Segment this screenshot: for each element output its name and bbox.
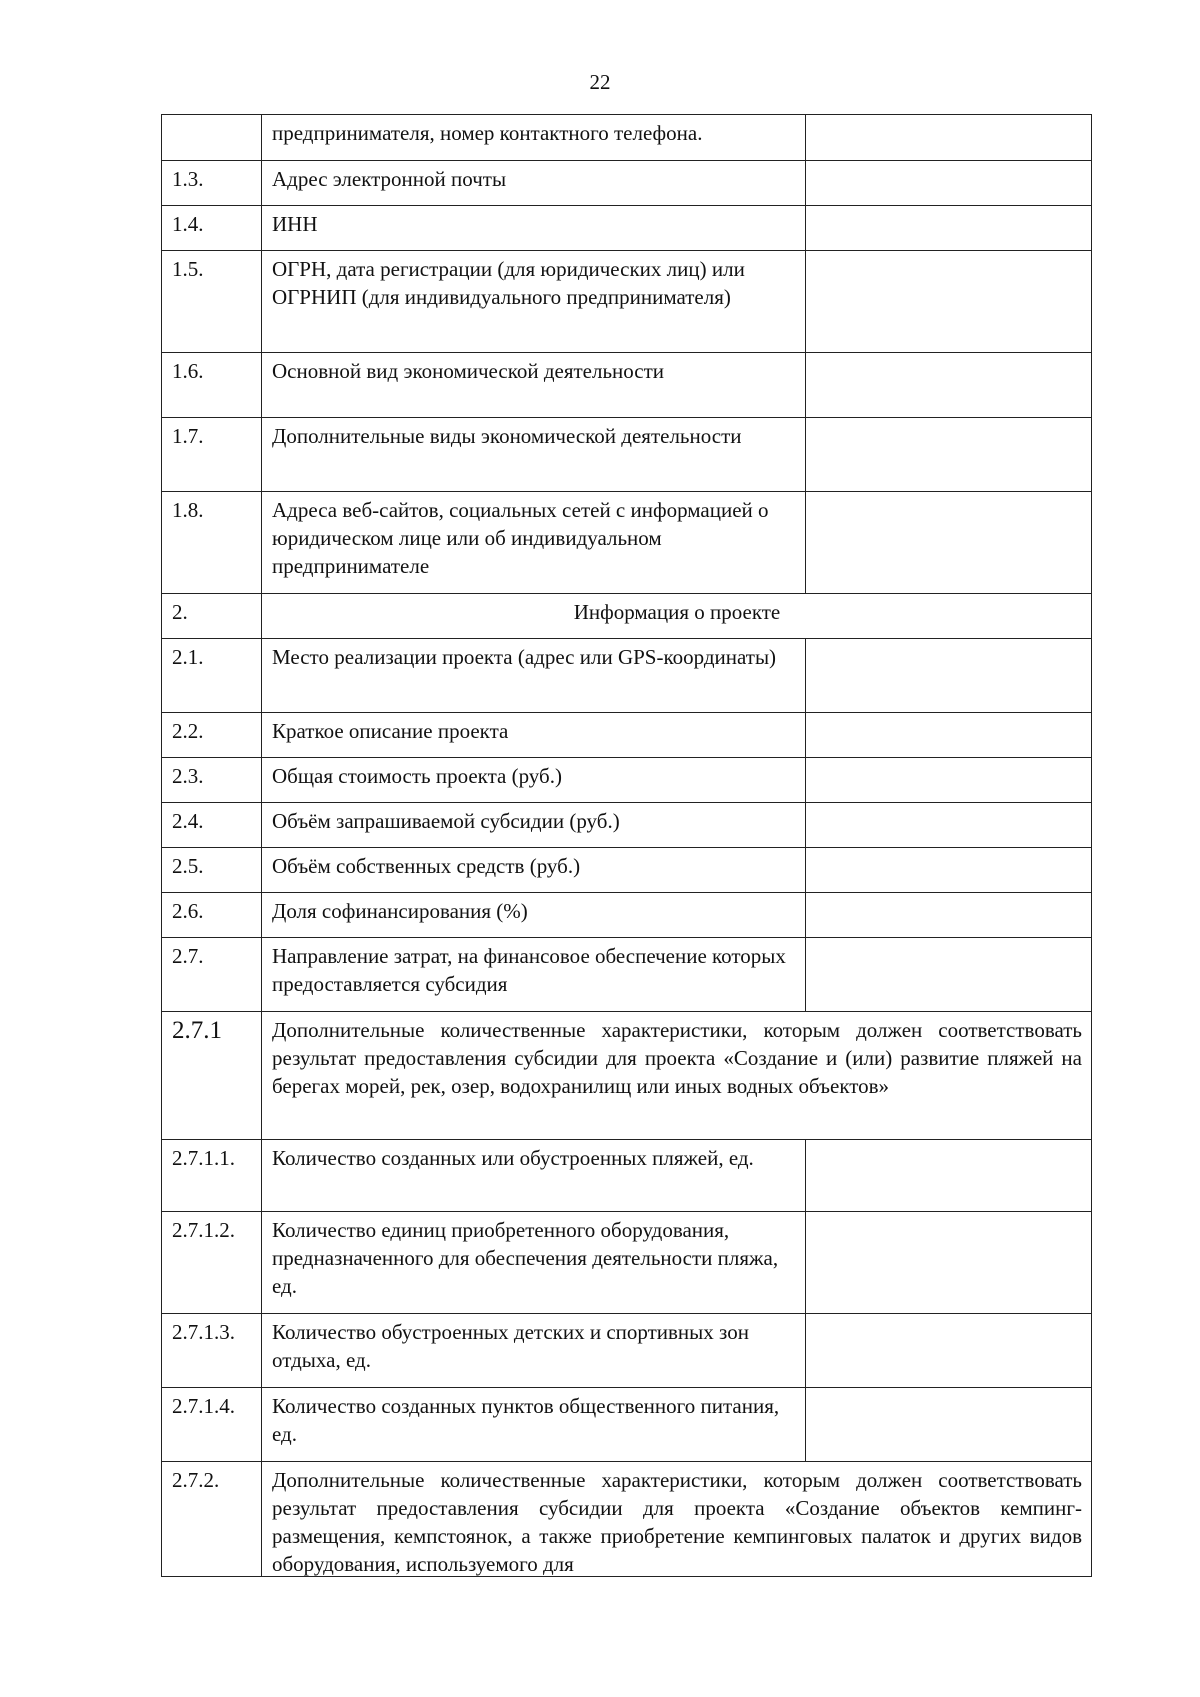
table-row [162, 206, 1092, 251]
row-number: 2.7.1.3. [162, 1314, 262, 1388]
table-row [162, 1140, 1092, 1212]
row-number: 2.1. [162, 639, 262, 713]
value-cell[interactable] [806, 115, 1092, 161]
row-label: Количество обустроенных детских и спортивных зон отдыха, ед. [262, 1314, 806, 1388]
row-number: 1.6. [162, 353, 262, 418]
row-number [162, 115, 262, 161]
value-cell[interactable] [806, 161, 1092, 206]
row-label: Место реализации проекта (адрес или GPS-координаты) [262, 639, 806, 713]
table-row [162, 161, 1092, 206]
row-number: 2.7.1 [162, 1012, 262, 1140]
row-label: ИНН [262, 206, 806, 251]
table-row [162, 1212, 1092, 1314]
value-cell[interactable] [806, 713, 1092, 758]
row-number: 1.5. [162, 251, 262, 353]
row-number: 2.5. [162, 848, 262, 893]
value-cell[interactable] [806, 1140, 1092, 1212]
row-number: 2.7.1.1. [162, 1140, 262, 1212]
application-form-table [161, 114, 1092, 1577]
table-row [162, 1388, 1092, 1462]
row-number: 2.6. [162, 893, 262, 938]
table-row [162, 1314, 1092, 1388]
section-number: 2. [162, 594, 262, 639]
row-number: 2.7.1.4. [162, 1388, 262, 1462]
value-cell[interactable] [806, 1388, 1092, 1462]
value-cell[interactable] [806, 353, 1092, 418]
value-cell[interactable] [806, 758, 1092, 803]
row-label: ОГРН, дата регистрации (для юридических лиц) или ОГРНИП (для индивидуального предпринимателя) [262, 251, 806, 353]
row-number: 2.7.2. [162, 1462, 262, 1577]
value-cell[interactable] [806, 639, 1092, 713]
row-number: 1.8. [162, 492, 262, 594]
row-number: 2.2. [162, 713, 262, 758]
table-row [162, 353, 1092, 418]
value-cell[interactable] [806, 1212, 1092, 1314]
table-row [162, 251, 1092, 353]
table-row [162, 115, 1092, 161]
table-row [162, 893, 1092, 938]
row-label: Количество созданных пунктов общественного питания, ед. [262, 1388, 806, 1462]
value-cell[interactable] [806, 206, 1092, 251]
value-cell[interactable] [806, 418, 1092, 492]
row-label: Основной вид экономической деятельности [262, 353, 806, 418]
row-label: Доля софинансирования (%) [262, 893, 806, 938]
value-cell[interactable] [806, 938, 1092, 1012]
value-cell[interactable] [806, 803, 1092, 848]
table-row [162, 803, 1092, 848]
subsection-row [162, 1462, 1092, 1577]
row-label: Количество созданных или обустроенных пляжей, ед. [262, 1140, 806, 1212]
row-label: Дополнительные виды экономической деятельности [262, 418, 806, 492]
row-number: 1.3. [162, 161, 262, 206]
subsection-description-text: Дополнительные количественные характеристики, которым должен соответствовать результат предоставления субсидии для проекта «Создание объектов кемпинг-размещения, кемпстоянок, а также приобретение кемпинговых палаток и других видов оборудования, используемого для [272, 1468, 1082, 1576]
row-label: Направление затрат, на финансовое обеспечение которых предоставляется субсидия [262, 938, 806, 1012]
row-number: 1.7. [162, 418, 262, 492]
row-number: 2.7. [162, 938, 262, 1012]
section-title: Информация о проекте [262, 594, 1092, 639]
row-label: Общая стоимость проекта (руб.) [262, 758, 806, 803]
row-label: Объём собственных средств (руб.) [262, 848, 806, 893]
value-cell[interactable] [806, 893, 1092, 938]
page-number: 22 [589, 70, 611, 94]
row-number: 1.4. [162, 206, 262, 251]
table-row [162, 713, 1092, 758]
subsection-description: Дополнительные количественные характеристики, которым должен соответствовать результат предоставления субсидии для проекта «Создание и (или) развитие пляжей на берегах морей, рек, озер, водохранилищ или иных водных объектов» [262, 1012, 1092, 1140]
table-row [162, 639, 1092, 713]
table-row [162, 938, 1092, 1012]
subsection-row [162, 1012, 1092, 1140]
row-label: Краткое описание проекта [262, 713, 806, 758]
row-label: Адреса веб-сайтов, социальных сетей с информацией о юридическом лице или об индивидуальном предпринимателе [262, 492, 806, 594]
table-row [162, 492, 1092, 594]
value-cell[interactable] [806, 251, 1092, 353]
table-row [162, 848, 1092, 893]
subsection-description [262, 1462, 1092, 1577]
row-label: предпринимателя, номер контактного телефона. [262, 115, 806, 161]
table-row [162, 758, 1092, 803]
row-label: Адрес электронной почты [262, 161, 806, 206]
row-label: Количество единиц приобретенного оборудования, предназначенного для обеспечения деятельности пляжа, ед. [262, 1212, 806, 1314]
value-cell[interactable] [806, 1314, 1092, 1388]
row-label: Объём запрашиваемой субсидии (руб.) [262, 803, 806, 848]
row-number: 2.3. [162, 758, 262, 803]
row-number: 2.7.1.2. [162, 1212, 262, 1314]
section-header-row [162, 594, 1092, 639]
value-cell[interactable] [806, 848, 1092, 893]
row-number: 2.4. [162, 803, 262, 848]
value-cell[interactable] [806, 492, 1092, 594]
table-row [162, 418, 1092, 492]
